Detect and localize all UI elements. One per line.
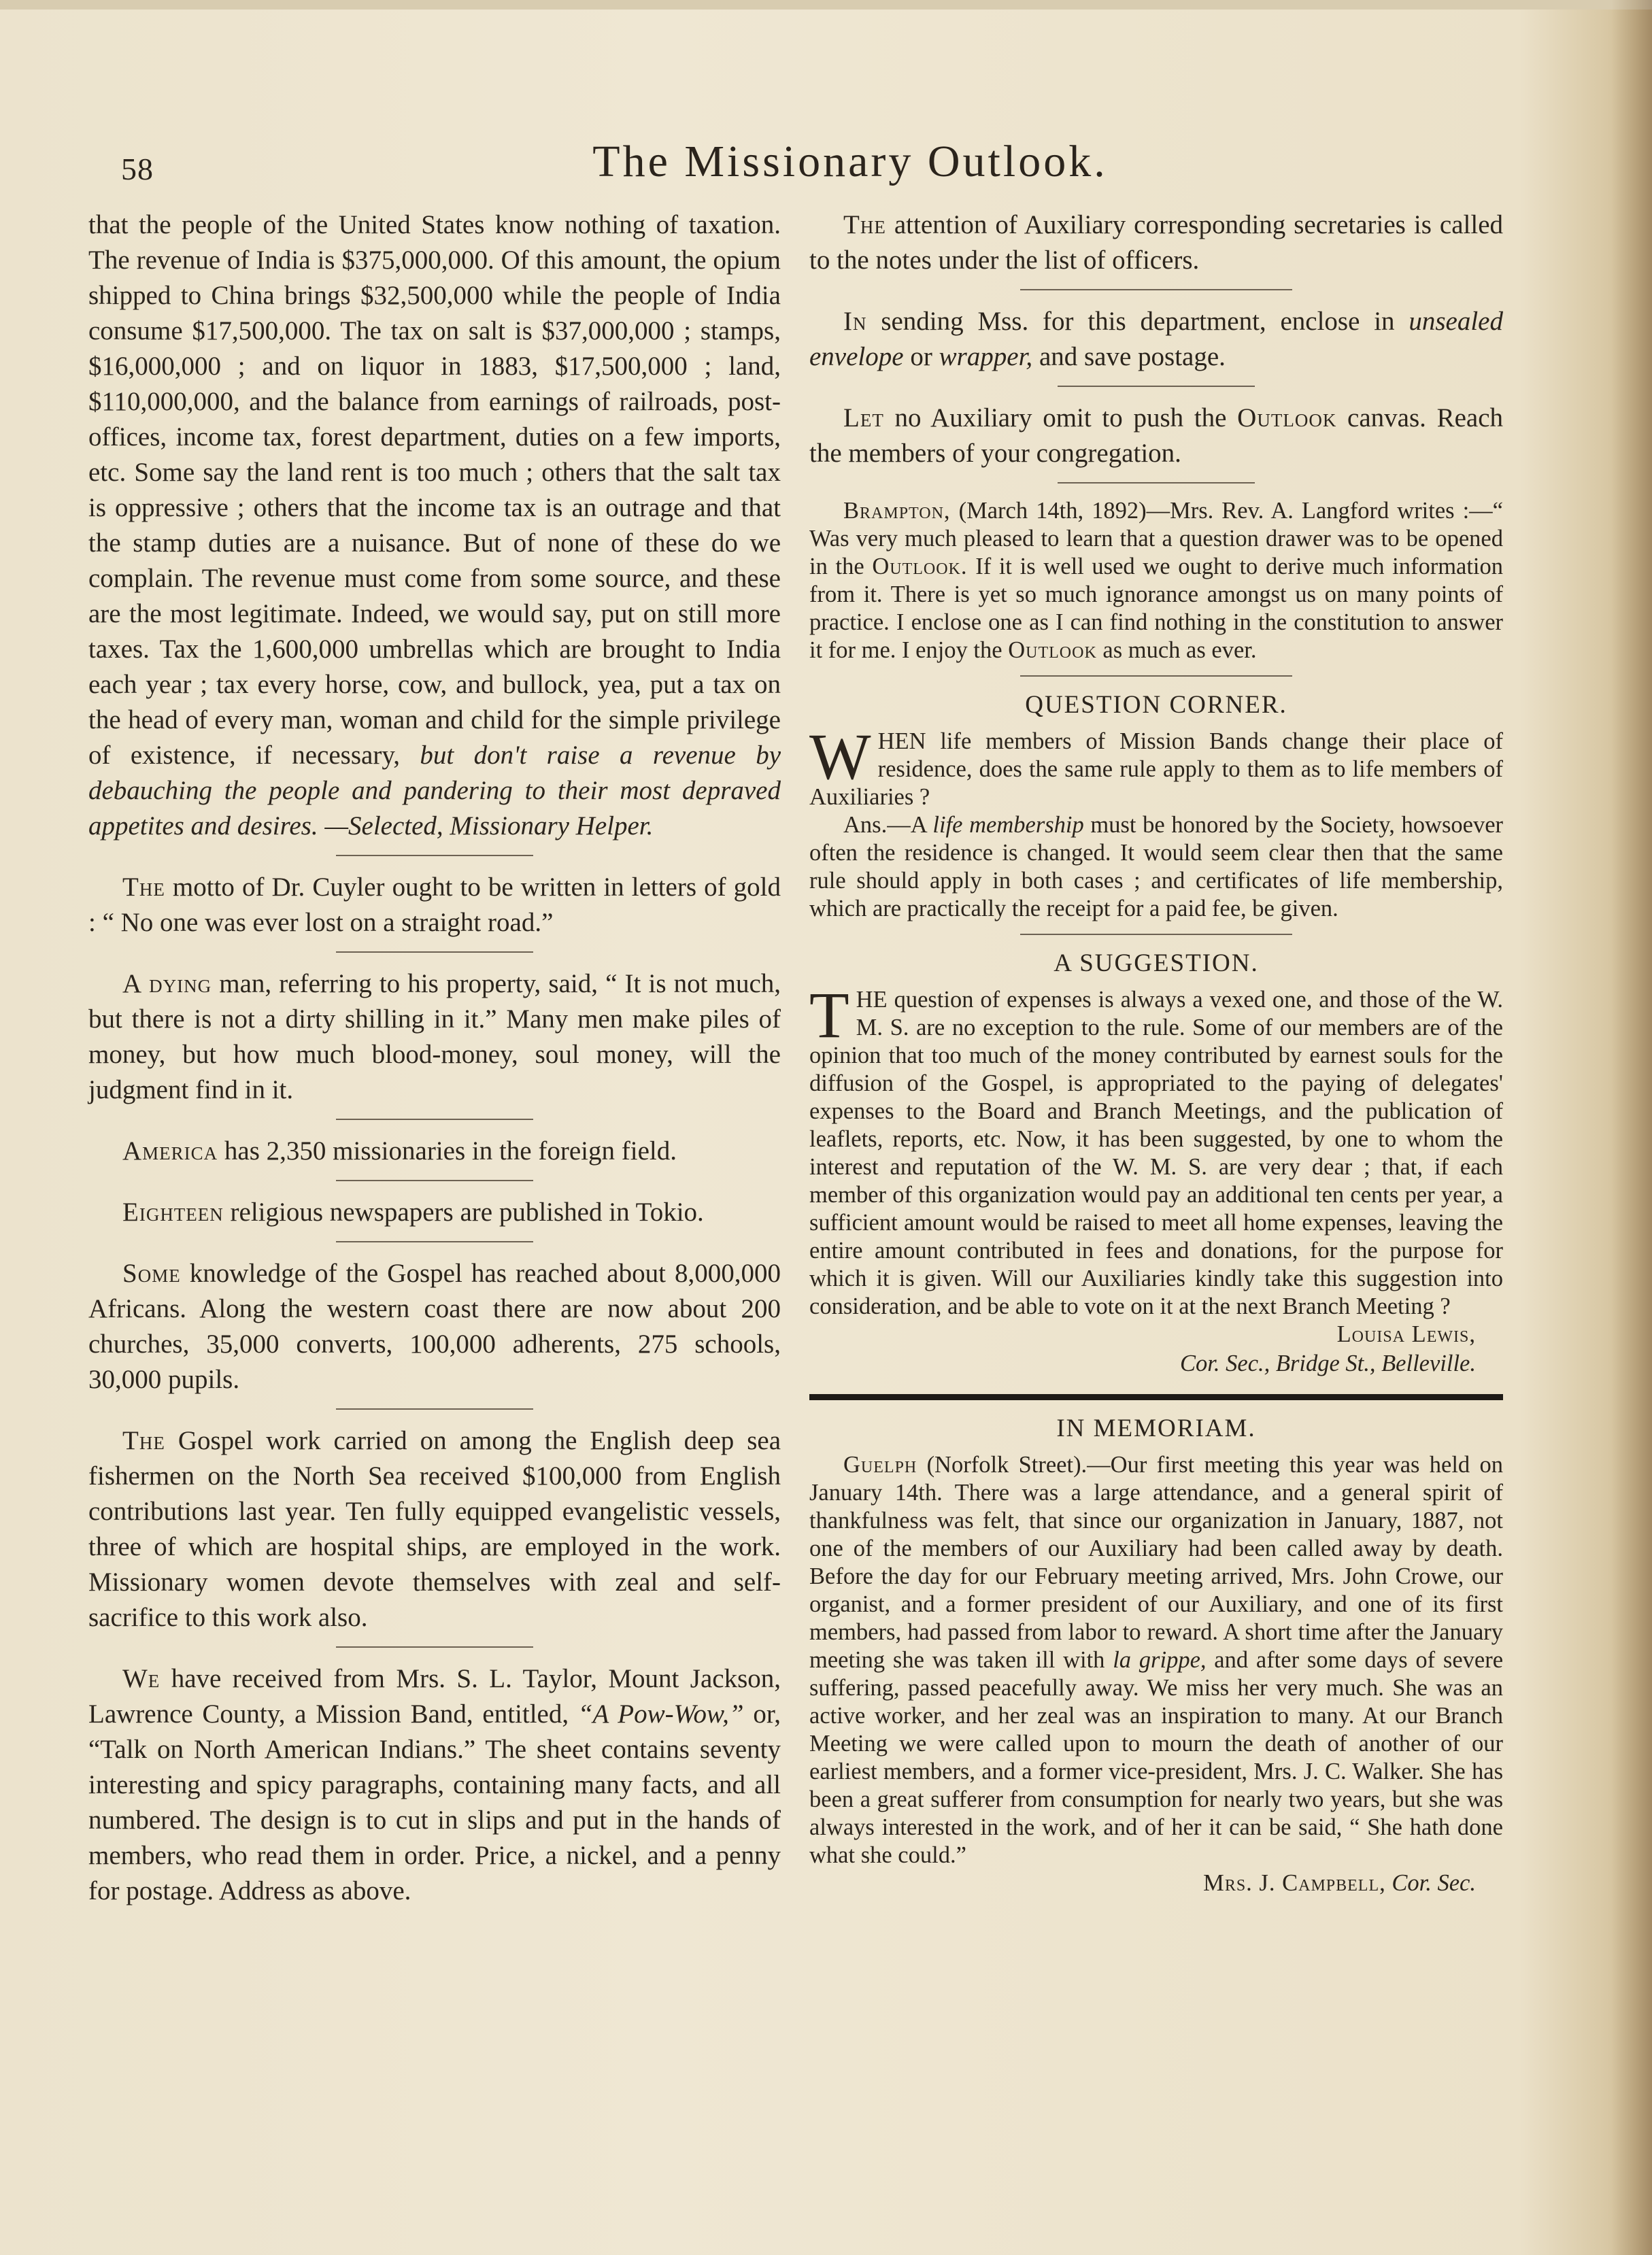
suggestion-signature-name: Louisa Lewis,: [1336, 1321, 1476, 1347]
right-column: [809, 207, 1503, 1897]
article-text: Gospel work carried on among the English deep sea fishermen on the North Sea received $100,000 from English contributions last year. Ten fully equipped evangelistic vessels, three of which are hospital ships, are employed in the work. Missionary women devote themselves with zeal and self-sacrifice to this work also.: [88, 1426, 781, 1632]
lead-word: The: [843, 210, 886, 239]
notice-canvas: [809, 401, 1503, 471]
question-text: HEN life members of Mission Bands change their place of residence, does the same rule apply to them as to life members of Auxiliaries ?: [809, 728, 1503, 810]
divider: [1020, 934, 1292, 935]
divider: [1058, 482, 1255, 484]
answer-text: Ans.—A: [843, 812, 926, 838]
divider: [1020, 675, 1292, 677]
article-text: has 2,350 missionaries in the foreign field.: [224, 1136, 677, 1166]
signature-title: Cor. Sec., Bridge St., Belleville.: [1180, 1351, 1476, 1376]
outlook-name: Outlook: [1008, 637, 1097, 663]
question-corner-heading: QUESTION CORNER.: [1025, 691, 1287, 719]
lead-word: We: [122, 1664, 161, 1693]
lead-word: The: [122, 1426, 165, 1455]
divider: [336, 1646, 533, 1648]
article-pow-wow: [88, 1661, 781, 1909]
in-memoriam-heading: IN MEMORIAM.: [1056, 1414, 1256, 1442]
answer-italic: life membership: [932, 812, 1084, 838]
article-opium-tax-source: —Selected, Missionary Helper.: [324, 811, 654, 841]
heavy-divider: [809, 1394, 1503, 1400]
letter-text: (March 14th, 1892)—Mrs. Rev. A. Langford writes :—“ Was very much pleased to learn that a question drawer was to be opened in the: [809, 498, 1503, 579]
article-opium-tax-text: that the people of the United States know nothing of taxation. The revenue of India is $375,000,000. Of this amount, the opium shipped to China brings $32,500,000 while the people of India consume $17,500,000. The tax on salt is $37,000,000 ; stamps, $16,000,000 ; and on liquor in 1883, $17,500,000 ; land, $110,000,000, and the balance from earnings of railroads, post-offices, income tax, forest department, duties on a few imports, etc. Some say the land rent is too much ; others that the salt tax is oppressive ; others that the income tax is an outrage and that the stamp duties are a nuisance. But of none of these do we complain. The revenue must come from some source, and these are the most legitimate. Indeed, we would say, put on still more taxes. Tax the 1,600,000 umbrellas which are brought to India each year ; tax every horse, cow, and bullock, yea, put a tax on the head of every man, woman and child for the simple privilege of existence, if necessary,: [88, 210, 781, 770]
divider: [1020, 289, 1292, 290]
suggestion-text: HE question of expenses is always a vexed one, and those of the W. M. S. are no exception to the rule. Some of our members are of the opinion that too much of the money contributed by earnest souls for the diffusion of the Gospel, is appropriated to the paying of delegates' expenses to the Board and Branch Meetings, and the publication of leaflets, reports, etc. Now, it has been suggested, by one to whom the interest and reputation of the W. M. S. are very dear ; that, if each member of this organization would pay an additional ten cents per year, a sufficient amount would be raised to meet all home expenses, leaving the entire amount contributed in fees and donations, for the purpose for which it is given. Will our Auxiliaries kindly take this suggestion into consideration, and be able to vote on it at the next Branch Meeting ?: [809, 987, 1503, 1319]
divider: [336, 1241, 533, 1242]
article-text: man, referring to his property, said, “ It is not much, but there is not a dirty shilling in it.” Many men make piles of money, but how much blood-money, soul money, will the judgment find in it.: [88, 969, 781, 1104]
letter-brampton: [809, 497, 1503, 664]
notice-secretaries: [809, 207, 1503, 278]
binding-shadow: [1611, 0, 1652, 2255]
article-africans: [88, 1256, 781, 1397]
page-number: 58: [121, 152, 154, 186]
divider: [1058, 386, 1255, 387]
drop-cap: W: [809, 720, 871, 793]
suggestion-body: [809, 979, 1503, 1321]
notice-italic: wrapper,: [939, 342, 1033, 371]
suggestion-heading: A SUGGESTION.: [1053, 949, 1259, 977]
lead-word: Some: [122, 1259, 181, 1288]
notice-italic: unsealed envelope: [809, 307, 1503, 371]
memoriam-text: and after some days of severe suffering, passed peacefully away. We miss her very much. She was an active worker, and her zeal was an inspiration to many. At our Branch Meeting we were called upon to mourn the death of another of our earliest members, and a former vice-president, Mrs. J. C. Walker. She has been a great sufferer from consumption for nearly two years, but she was always interested in the work, and of her it can be said, “ She hath done what she could.”: [809, 1647, 1504, 1868]
top-edge: [0, 0, 1652, 10]
page-header: [116, 136, 1489, 197]
article-cuyler-motto: [88, 870, 781, 940]
divider: [336, 1180, 533, 1181]
memoriam-text: (Norfolk Street).—Our first meeting this year was held on January 14th. There was a large attendance, and a general spirit of thankfulness was felt, that since our organization in January, 1887, not one of the members of our Auxiliary had been called away by death. Before the day for our February meeting arrived, Mrs. John Crowe, our organist, and a former president of our Auxiliary, and one of its first members, had passed from labor to reward. A short time after the January meeting she was taken ill with: [809, 1452, 1503, 1673]
article-opium-tax-italic: but don't raise a revenue by debauching the people and pandering to their most depraved appetites and desires.: [88, 741, 781, 841]
lead-word: Let: [843, 403, 884, 433]
lead-word: Eighteen: [122, 1198, 224, 1227]
article-text: knowledge of the Gospel has reached about 8,000,000 Africans. Along the western coast there are now about 200 churches, 35,000 converts, 100,000 adherents, 275 schools, 30,000 pupils.: [88, 1259, 781, 1394]
letter-text: If it is well used we ought to derive much information from it. There is yet so much ignorance amongst us on many points of practice. I enclose one as I can find nothing in the constitution to answer it for me. I enjoy the: [809, 554, 1504, 663]
article-text: have received from Mrs. S. L. Taylor, Mount Jackson, Lawrence County, a Mission Band, entitled,: [88, 1664, 781, 1729]
notice-text: canvas. Reach the members of your congregation.: [809, 403, 1504, 468]
answer-text: must be honored by the Society, howsoever often the residence is changed. It would seem clear then that the same rule should apply in both cases ; and certificates of life membership, which are practically the receipt for a paid fee, be given.: [809, 812, 1504, 921]
masthead-title: The Missionary Outlook.: [592, 137, 1108, 186]
lead-word: The: [122, 872, 165, 902]
question-corner-answer: [809, 811, 1503, 923]
signature-title: Cor. Sec.: [1392, 1870, 1476, 1896]
outlook-name: Outlook: [1237, 403, 1337, 433]
outlook-name: Outlook.: [872, 554, 968, 579]
article-deep-sea-fishermen: [88, 1423, 781, 1635]
notice-mss: [809, 304, 1503, 375]
signature-name: Mrs. J. Campbell,: [1203, 1870, 1386, 1896]
divider: [336, 1119, 533, 1120]
in-memoriam-signature: [809, 1869, 1503, 1897]
divider: [336, 855, 533, 856]
lead-word: A dying: [122, 969, 212, 998]
memoriam-italic: la grippe,: [1113, 1647, 1207, 1673]
drop-cap: T: [809, 979, 849, 1051]
divider: [336, 951, 533, 953]
article-text: motto of Dr. Cuyler ought to be written in letters of gold : “ No one was ever lost on a straight road.”: [88, 872, 781, 937]
lead-word: America: [122, 1136, 218, 1166]
question-corner-question: [809, 720, 1503, 811]
notice-text: no Auxiliary omit to push the: [894, 403, 1227, 433]
notice-text: sending Mss. for this department, enclose in: [881, 307, 1395, 336]
place-name: Brampton,: [843, 498, 951, 524]
divider: [336, 1408, 533, 1410]
article-text: religious newspapers are published in Tokio.: [230, 1198, 704, 1227]
article-america-missionaries: [88, 1134, 781, 1169]
article-tokio-newspapers: [88, 1195, 781, 1230]
lead-word: In: [843, 307, 867, 336]
article-title-italic: “A Pow-Wow,”: [577, 1699, 744, 1729]
left-column: [88, 207, 781, 1909]
article-dying-man: [88, 966, 781, 1108]
article-opium-tax: [88, 207, 781, 844]
place-name: Guelph: [843, 1452, 917, 1478]
notice-text: or: [910, 342, 932, 371]
letter-text: as much as ever.: [1102, 637, 1257, 663]
suggestion-signature-title: [809, 1350, 1503, 1378]
notice-text: and save postage.: [1039, 342, 1226, 371]
notice-text: attention of Auxiliary corresponding secretaries is called to the notes under the list of officers.: [809, 210, 1504, 275]
in-memoriam-body: [809, 1451, 1503, 1869]
article-text: or, “Talk on North American Indians.” The sheet contains seventy interesting and spicy paragraphs, containing many facts, and all numbered. The design is to cut in slips and put in the hands of members, who read them in order. Price, a nickel, and a penny for postage. Address as above.: [88, 1699, 781, 1905]
